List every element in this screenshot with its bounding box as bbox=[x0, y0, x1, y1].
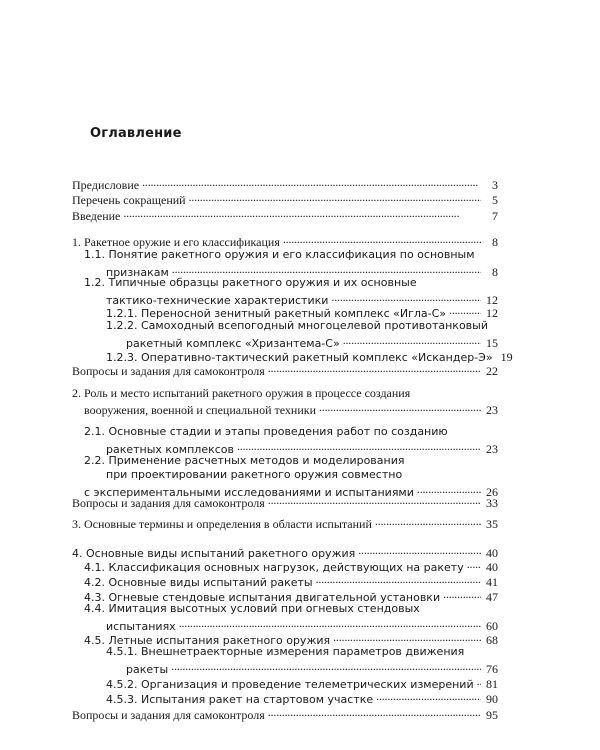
toc-entry-label-continued: с экспериментальными исследованиями и испытаниями bbox=[84, 486, 414, 499]
toc-entry-label: 1.2.1. Переносной зенитный ракетный комплекс «Игла-С» bbox=[106, 307, 447, 320]
toc-page-number: 81 bbox=[486, 677, 498, 691]
toc-page-number: 33 bbox=[486, 496, 498, 510]
toc-entry-label: 4.4. Имитация высотных условий при огневых стендовых bbox=[84, 602, 420, 615]
toc-entry-label: 1.2.3. Оперативно-тактический ракетный комплекс «Искандер-Э» bbox=[106, 351, 493, 364]
toc-entry[interactable] bbox=[0, 543, 600, 560]
dot-leader bbox=[443, 587, 481, 601]
toc-page-number: 22 bbox=[486, 364, 498, 378]
dot-leader bbox=[316, 572, 481, 586]
toc-page-number: 23 bbox=[486, 403, 498, 417]
dot-leader bbox=[123, 206, 481, 220]
toc-entry-label: 4.2. Основные виды испытаний ракеты bbox=[84, 576, 313, 589]
toc-entry-label: 4.5.1. Внешнетраекторные измерения параметров движения bbox=[106, 645, 465, 658]
dot-leader bbox=[331, 290, 481, 304]
dot-leader bbox=[142, 175, 481, 189]
toc-entry-label-continued: тактико-технические характеристики bbox=[106, 294, 329, 307]
dot-leader bbox=[467, 557, 481, 571]
toc-entry[interactable] bbox=[0, 190, 600, 207]
toc-entry[interactable] bbox=[0, 248, 600, 279]
toc-entry[interactable] bbox=[0, 206, 600, 223]
toc-entry[interactable] bbox=[0, 361, 600, 378]
toc-page-number: 19 bbox=[500, 350, 513, 364]
toc-page-number: 15 bbox=[486, 336, 498, 350]
toc-entry[interactable] bbox=[0, 454, 600, 499]
toc-page-number: 68 bbox=[486, 633, 498, 647]
dot-leader bbox=[237, 439, 481, 453]
toc-entry-label: 4.1. Классификация основных нагрузок, действующих на ракету bbox=[84, 561, 464, 574]
toc-page-number: 12 bbox=[486, 306, 498, 320]
toc-entry[interactable] bbox=[0, 514, 600, 531]
dot-leader bbox=[268, 361, 481, 375]
dot-leader bbox=[319, 400, 481, 414]
toc-entry-label: 4.5.3. Испытания ракет на стартовом участке bbox=[106, 693, 374, 706]
toc-entry-label: 1.2. Типичные образцы ракетного оружия и их основные bbox=[84, 276, 417, 289]
toc-entry-label-continued: ракеты bbox=[126, 663, 169, 676]
dot-leader bbox=[375, 514, 481, 528]
toc-page-number: 26 bbox=[486, 485, 498, 499]
toc-page-number: 3 bbox=[492, 178, 498, 192]
toc-entry-label-continued: признакам bbox=[106, 266, 169, 279]
toc-entry[interactable] bbox=[0, 630, 600, 647]
toc-entry-label: Вопросы и задания для самоконтроля bbox=[72, 496, 265, 510]
toc-page-number: 8 bbox=[492, 235, 498, 249]
toc-entry[interactable] bbox=[0, 175, 600, 192]
toc-entry-label-continued: испытаниях bbox=[106, 620, 176, 633]
dot-leader bbox=[343, 333, 481, 347]
dot-leader bbox=[449, 303, 481, 317]
toc-page-number: 76 bbox=[486, 662, 498, 676]
dot-leader bbox=[477, 674, 481, 688]
toc-entry[interactable] bbox=[0, 645, 600, 676]
toc-entry-label-continued: при проектировании ракетного оружия совместно bbox=[106, 468, 403, 481]
toc-entry[interactable] bbox=[0, 386, 600, 417]
toc-entry[interactable] bbox=[0, 689, 600, 706]
toc-entry-label: 2.1. Основные стадии и этапы проведения работ по созданию bbox=[84, 425, 448, 438]
toc-page-number: 35 bbox=[486, 517, 498, 531]
toc-entry[interactable] bbox=[0, 232, 600, 249]
toc-entry-label: 1.2.2. Самоходный всепогодный многоцелевой противотанковый bbox=[106, 319, 489, 332]
toc-entry[interactable] bbox=[0, 557, 600, 574]
dot-leader bbox=[189, 190, 481, 204]
toc-entry[interactable] bbox=[0, 674, 600, 691]
toc-page-number: 95 bbox=[486, 708, 498, 722]
dot-leader bbox=[171, 659, 481, 673]
toc-entry-label: 4.3. Огневые стендовые испытания двигательной установки bbox=[84, 591, 441, 604]
toc-entry-label: 4.5.2. Организация и проведение телеметрических измерений bbox=[106, 678, 474, 691]
toc-entry[interactable] bbox=[0, 602, 600, 633]
dot-leader bbox=[268, 705, 481, 719]
toc-page-number: 90 bbox=[486, 692, 498, 706]
toc-entry[interactable] bbox=[0, 705, 600, 722]
dot-leader bbox=[179, 616, 481, 630]
dot-leader bbox=[333, 630, 481, 644]
toc-entry-label: 2. Роль и место испытаний ракетного оружия в процессе создания bbox=[72, 386, 411, 400]
toc-entry-label: 2.2. Применение расчетных методов и моделирования bbox=[84, 454, 405, 467]
toc-page-number: 8 bbox=[492, 265, 498, 279]
toc-entry-label: 1.1. Понятие ракетного оружия и его классификация по основным bbox=[84, 248, 475, 261]
toc-entry[interactable] bbox=[0, 587, 600, 604]
toc-page-number: 41 bbox=[486, 575, 498, 589]
toc-page-number: 60 bbox=[486, 619, 498, 633]
toc-entry[interactable] bbox=[0, 493, 600, 510]
toc-page-number: 23 bbox=[486, 442, 498, 456]
toc-entry[interactable] bbox=[0, 425, 600, 456]
toc-entry[interactable] bbox=[0, 319, 600, 350]
page-title: Оглавление bbox=[90, 126, 182, 141]
toc-entry[interactable] bbox=[0, 303, 600, 320]
toc-entry-label: Введение bbox=[72, 209, 121, 223]
toc-entry-label: Вопросы и задания для самоконтроля bbox=[72, 708, 265, 722]
toc-entry-label: Предисловие bbox=[72, 178, 140, 192]
toc-page-number: 7 bbox=[492, 209, 498, 223]
toc-entry-label-continued: ракетный комплекс «Хризантема-С» bbox=[126, 337, 340, 350]
dot-leader bbox=[172, 262, 481, 276]
toc-entry-label: 4.5. Летные испытания ракетного оружия bbox=[84, 634, 331, 647]
toc-page-number: 5 bbox=[492, 193, 498, 207]
dot-leader bbox=[376, 689, 481, 703]
dot-leader bbox=[283, 232, 481, 246]
toc-entry-label: 4. Основные виды испытаний ракетного оружия bbox=[72, 547, 356, 560]
toc-page-number: 12 bbox=[486, 293, 498, 307]
dot-leader bbox=[268, 493, 481, 507]
dot-leader bbox=[358, 543, 481, 557]
toc-entry[interactable] bbox=[0, 347, 600, 364]
toc-page-number: 40 bbox=[486, 546, 498, 560]
toc-entry-label-continued: вооружения, военной и специальной техники bbox=[84, 403, 316, 417]
toc-page-number: 47 bbox=[486, 590, 498, 604]
toc-entry[interactable] bbox=[0, 276, 600, 307]
toc-entry-label: 1. Ракетное оружие и его классификация bbox=[72, 235, 280, 249]
toc-entry-label: Перечень сокращений bbox=[72, 193, 186, 207]
toc-entry-label: Вопросы и задания для самоконтроля bbox=[72, 364, 265, 378]
toc-entry[interactable] bbox=[0, 572, 600, 589]
toc-page-number: 40 bbox=[486, 560, 498, 574]
toc-entry-label-continued: ракетных комплексов bbox=[106, 443, 234, 456]
toc-entry-label: 3. Основные термины и определения в области испытаний bbox=[72, 517, 372, 531]
